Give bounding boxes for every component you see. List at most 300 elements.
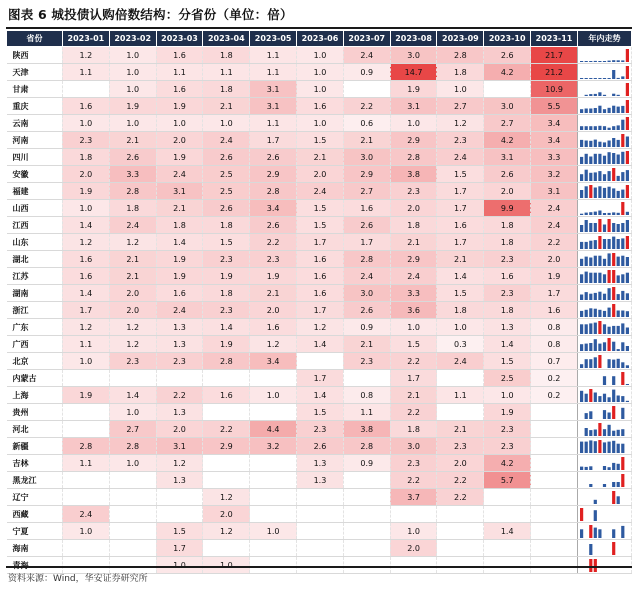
sparkline-bar — [607, 61, 610, 62]
sparkline-bar — [580, 109, 583, 113]
value-cell: 4.2 — [484, 455, 531, 472]
value-cell: 1.5 — [437, 285, 484, 302]
value-cell: 0.9 — [343, 319, 390, 336]
value-cell: 1.5 — [297, 404, 344, 421]
sparkline-bar — [594, 273, 597, 283]
value-cell: 2.3 — [390, 183, 437, 200]
table-body — [7, 47, 632, 574]
province-cell: 江苏 — [7, 268, 63, 285]
sparkline-bar — [621, 76, 624, 79]
header-trend: 年内走势 — [577, 31, 631, 47]
value-cell: 1.5 — [297, 200, 344, 217]
value-cell: 1.6 — [203, 387, 250, 404]
sparkline-bar — [589, 544, 592, 555]
sparkline-bar — [621, 172, 624, 181]
value-cell: 2.3 — [484, 251, 531, 268]
sparkline-bar — [607, 397, 610, 402]
sparkline-bar — [594, 256, 597, 266]
sparkline-chart — [578, 132, 631, 148]
value-cell — [343, 489, 390, 506]
sparkline-bar — [621, 134, 624, 147]
sparkline-bar — [617, 359, 620, 368]
sparkline-bar — [580, 324, 583, 334]
value-cell — [203, 455, 250, 472]
sparkline-bar — [612, 106, 615, 113]
value-cell: 1.8 — [484, 234, 531, 251]
value-cell: 2.9 — [250, 166, 297, 183]
sparkline-bar — [621, 256, 624, 266]
value-cell: 1.4 — [297, 336, 344, 353]
sparkline-bar — [607, 327, 610, 334]
province-cell: 广西 — [7, 336, 63, 353]
value-cell: 2.6 — [109, 149, 156, 166]
sparkline-bar — [598, 344, 601, 351]
value-cell: 1.9 — [531, 268, 578, 285]
sparkline-chart — [578, 370, 631, 386]
trend-sparkline — [577, 217, 631, 234]
value-cell: 1.5 — [156, 523, 203, 540]
value-cell — [297, 540, 344, 557]
value-cell: 3.1 — [156, 438, 203, 455]
province-cell: 重庆 — [7, 98, 63, 115]
sparkline-bar — [607, 413, 610, 420]
sparkline-bar — [598, 396, 601, 402]
value-cell: 1.4 — [297, 387, 344, 404]
value-cell — [62, 404, 109, 421]
value-cell: 1.8 — [484, 302, 531, 319]
value-cell: 1.0 — [250, 387, 297, 404]
value-cell: 1.2 — [109, 319, 156, 336]
trend-sparkline — [577, 132, 631, 149]
sparkline-chart — [578, 302, 631, 318]
value-cell: 1.4 — [109, 387, 156, 404]
sparkline-bar — [580, 225, 583, 232]
sparkline-bar — [580, 259, 583, 266]
value-cell: 1.2 — [62, 234, 109, 251]
sparkline-bar — [617, 191, 620, 198]
trend-sparkline — [577, 404, 631, 421]
value-cell: 2.0 — [484, 183, 531, 200]
value-cell: 2.0 — [437, 455, 484, 472]
value-cell: 1.0 — [203, 115, 250, 132]
table-row — [7, 506, 632, 523]
sparkline-bar — [607, 78, 610, 79]
province-cell: 湖南 — [7, 285, 63, 302]
sparkline-bar — [612, 212, 615, 215]
value-cell: 2.6 — [484, 47, 531, 64]
sparkline-bar — [612, 360, 615, 368]
value-cell: 2.6 — [250, 149, 297, 166]
sparkline-chart — [578, 387, 631, 403]
value-cell: 2.5 — [203, 166, 250, 183]
value-cell: 1.4 — [156, 234, 203, 251]
value-cell — [62, 421, 109, 438]
title-rule — [6, 27, 632, 29]
value-cell: 3.1 — [531, 183, 578, 200]
sparkline-bar — [617, 140, 620, 147]
value-cell: 2.3 — [484, 285, 531, 302]
sparkline-bar — [585, 324, 588, 334]
value-cell: 1.7 — [437, 183, 484, 200]
sparkline-bar — [598, 355, 601, 368]
sparkline-bar — [598, 292, 601, 300]
value-cell: 1.0 — [390, 523, 437, 540]
value-cell: 1.2 — [62, 47, 109, 64]
bottom-rule — [6, 566, 632, 568]
value-cell — [62, 472, 109, 489]
value-cell: 2.0 — [156, 132, 203, 149]
value-cell: 3.1 — [250, 81, 297, 98]
sparkline-bar — [598, 92, 601, 96]
value-cell — [531, 404, 578, 421]
value-cell: 3.1 — [250, 98, 297, 115]
sparkline-bar — [626, 100, 629, 113]
sparkline-bar — [603, 274, 606, 283]
sparkline-bar — [589, 308, 592, 317]
value-cell: 1.0 — [484, 387, 531, 404]
sparkline-bar — [594, 78, 597, 79]
sparkline-chart — [578, 149, 631, 165]
value-cell: 0.7 — [531, 353, 578, 370]
table-row — [7, 166, 632, 183]
sparkline-chart — [578, 523, 631, 539]
value-cell — [390, 506, 437, 523]
table-row — [7, 115, 632, 132]
value-cell — [531, 523, 578, 540]
sparkline-bar — [621, 106, 624, 113]
trend-sparkline — [577, 319, 631, 336]
value-cell: 1.0 — [156, 557, 203, 574]
value-cell: 1.7 — [297, 302, 344, 319]
sparkline-bar — [612, 304, 615, 317]
value-cell: 2.3 — [343, 353, 390, 370]
value-cell: 1.1 — [203, 64, 250, 81]
value-cell: 2.4 — [109, 217, 156, 234]
trend-sparkline — [577, 98, 631, 115]
sparkline-bar — [612, 188, 615, 198]
sparkline-chart — [578, 234, 631, 250]
sparkline-bar — [598, 236, 601, 249]
sparkline-bar — [612, 237, 615, 249]
sparkline-bar — [580, 364, 583, 368]
sparkline-chart — [578, 64, 631, 80]
value-cell: 2.8 — [109, 438, 156, 455]
value-cell: 2.0 — [156, 421, 203, 438]
table-row — [7, 64, 632, 81]
sparkline-bar — [585, 394, 588, 402]
value-cell: 4.2 — [484, 64, 531, 81]
value-cell: 1.5 — [297, 217, 344, 234]
value-cell: 5.5 — [531, 98, 578, 115]
province-cell: 内蒙古 — [7, 370, 63, 387]
value-cell — [343, 81, 390, 98]
value-cell: 2.6 — [343, 302, 390, 319]
value-cell: 3.4 — [531, 132, 578, 149]
value-cell: 2.3 — [437, 438, 484, 455]
province-cell: 浙江 — [7, 302, 63, 319]
value-cell — [62, 370, 109, 387]
sparkline-bar — [589, 323, 592, 334]
sparkline-chart — [578, 438, 631, 454]
value-cell: 0.6 — [343, 115, 390, 132]
value-cell — [62, 81, 109, 98]
table-row — [7, 319, 632, 336]
sparkline-bar — [598, 211, 601, 216]
value-cell — [531, 489, 578, 506]
value-cell: 3.4 — [531, 115, 578, 132]
sparkline-bar — [607, 187, 610, 198]
sparkline-bar — [612, 390, 615, 402]
value-cell — [156, 489, 203, 506]
sparkline-bar — [612, 342, 615, 351]
trend-sparkline — [577, 421, 631, 438]
province-cell: 青海 — [7, 557, 63, 574]
sparkline-bar — [626, 49, 629, 62]
value-cell: 3.2 — [531, 166, 578, 183]
sparkline-bar — [585, 213, 588, 215]
value-cell: 1.2 — [109, 336, 156, 353]
value-cell: 0.8 — [531, 319, 578, 336]
value-cell — [297, 557, 344, 574]
header-month: 2023-07 — [343, 31, 390, 47]
value-cell: 1.6 — [297, 285, 344, 302]
sparkline-chart — [578, 319, 631, 335]
sparkline-bar — [589, 223, 592, 232]
value-cell: 2.4 — [156, 302, 203, 319]
value-cell: 1.4 — [62, 217, 109, 234]
value-cell: 1.8 — [203, 47, 250, 64]
value-cell — [343, 506, 390, 523]
value-cell: 2.1 — [437, 251, 484, 268]
sparkline-bar — [580, 391, 583, 402]
table-row — [7, 438, 632, 455]
table-row — [7, 540, 632, 557]
sparkline-bar — [598, 106, 601, 113]
province-cell: 新疆 — [7, 438, 63, 455]
sparkline-bar — [612, 542, 615, 555]
sparkline-bar — [621, 120, 624, 130]
value-cell: 1.6 — [531, 302, 578, 319]
sparkline-bar — [612, 94, 615, 96]
value-cell: 1.7 — [437, 200, 484, 217]
sparkline-bar — [617, 224, 620, 232]
sparkline-chart — [578, 285, 631, 301]
sparkline-bar — [621, 474, 624, 487]
province-cell: 山西 — [7, 200, 63, 217]
sparkline-chart — [578, 268, 631, 284]
trend-sparkline — [577, 353, 631, 370]
trend-sparkline — [577, 557, 631, 574]
value-cell: 1.5 — [297, 132, 344, 149]
trend-sparkline — [577, 200, 631, 217]
value-cell: 4.4 — [250, 421, 297, 438]
value-cell — [343, 472, 390, 489]
value-cell: 2.8 — [250, 183, 297, 200]
sparkline-bar — [594, 154, 597, 164]
sparkline-bar — [607, 359, 610, 368]
value-cell: 1.6 — [297, 251, 344, 268]
sparkline-bar — [621, 429, 624, 436]
value-cell: 1.6 — [484, 268, 531, 285]
sparkline-bar — [617, 176, 620, 181]
sparkline-chart — [578, 47, 631, 63]
value-cell — [437, 540, 484, 557]
sparkline-bar — [585, 467, 588, 470]
sparkline-bar — [585, 186, 588, 198]
sparkline-bar — [612, 168, 615, 181]
value-cell: 2.1 — [250, 285, 297, 302]
sparkline-bar — [603, 410, 606, 419]
sparkline-bar — [626, 212, 629, 215]
sparkline-bar — [598, 529, 601, 538]
value-cell — [531, 540, 578, 557]
value-cell: 2.2 — [203, 421, 250, 438]
value-cell: 1.2 — [109, 234, 156, 251]
table-row — [7, 353, 632, 370]
value-cell: 1.3 — [156, 319, 203, 336]
province-cell: 贵州 — [7, 404, 63, 421]
trend-sparkline — [577, 81, 631, 98]
value-cell: 1.0 — [203, 557, 250, 574]
table-row — [7, 149, 632, 166]
value-cell: 1.0 — [297, 47, 344, 64]
sparkline-bar — [585, 442, 588, 453]
figure-title: 图表 6 城投债认购倍数结构：分省份（单位：倍） — [8, 7, 293, 22]
sparkline-bar — [603, 259, 606, 266]
value-cell — [390, 557, 437, 574]
value-cell: 1.9 — [484, 404, 531, 421]
table-row — [7, 234, 632, 251]
value-cell: 1.4 — [437, 268, 484, 285]
value-cell: 1.1 — [62, 336, 109, 353]
trend-sparkline — [577, 438, 631, 455]
value-cell: 1.0 — [109, 455, 156, 472]
value-cell — [109, 523, 156, 540]
sparkline-bar — [607, 338, 610, 351]
value-cell — [203, 540, 250, 557]
province-cell: 宁夏 — [7, 523, 63, 540]
sparkline-bar — [617, 60, 620, 62]
trend-sparkline — [577, 268, 631, 285]
value-cell: 1.1 — [437, 387, 484, 404]
value-cell: 1.9 — [109, 98, 156, 115]
sparkline-bar — [585, 170, 588, 181]
value-cell — [437, 523, 484, 540]
value-cell: 2.4 — [62, 506, 109, 523]
sparkline-bar — [612, 138, 615, 147]
value-cell — [343, 370, 390, 387]
sparkline-bar — [603, 376, 606, 385]
sparkline-bar — [580, 126, 583, 130]
sparkline-bar — [603, 156, 606, 164]
source-note: 资料来源：Wind，华安证券研究所 — [8, 574, 148, 584]
value-cell: 2.3 — [297, 421, 344, 438]
value-cell: 1.1 — [250, 47, 297, 64]
value-cell: 2.4 — [531, 200, 578, 217]
sparkline-bar — [580, 508, 583, 521]
sparkline-chart — [578, 251, 631, 267]
value-cell: 2.1 — [343, 132, 390, 149]
sparkline-bar — [594, 441, 597, 453]
sparkline-chart — [578, 166, 631, 182]
sparkline-bar — [585, 413, 588, 419]
sparkline-bar — [594, 240, 597, 249]
value-cell: 2.7 — [484, 115, 531, 132]
sparkline-bar — [589, 430, 592, 436]
value-cell: 2.1 — [109, 268, 156, 285]
province-cell: 西藏 — [7, 506, 63, 523]
value-cell: 1.9 — [62, 387, 109, 404]
value-cell — [437, 370, 484, 387]
value-cell: 2.8 — [62, 438, 109, 455]
sparkline-bar — [580, 529, 583, 538]
value-cell: 2.6 — [203, 149, 250, 166]
sparkline-bar — [621, 311, 624, 318]
sparkline-bar — [594, 430, 597, 437]
sparkline-bar — [598, 219, 601, 232]
value-cell — [109, 370, 156, 387]
value-cell: 2.0 — [390, 540, 437, 557]
value-cell: 2.3 — [437, 132, 484, 149]
sparkline-chart — [578, 183, 631, 199]
sparkline-bar — [607, 308, 610, 317]
value-cell — [343, 523, 390, 540]
sparkline-chart — [578, 98, 631, 114]
sparkline-bar — [594, 188, 597, 199]
sparkline-chart — [578, 455, 631, 471]
value-cell: 1.1 — [250, 64, 297, 81]
value-cell: 2.3 — [250, 251, 297, 268]
province-cell: 福建 — [7, 183, 63, 200]
value-cell — [156, 506, 203, 523]
sparkline-bar — [598, 273, 601, 283]
sparkline-bar — [594, 309, 597, 317]
province-cell: 甘肃 — [7, 81, 63, 98]
value-cell: 3.0 — [343, 149, 390, 166]
sparkline-bar — [607, 152, 610, 164]
sparkline-bar — [621, 457, 624, 470]
value-cell: 0.3 — [437, 336, 484, 353]
value-cell: 2.0 — [109, 285, 156, 302]
sparkline-bar — [598, 440, 601, 453]
table-row — [7, 268, 632, 285]
sparkline-bar — [626, 384, 629, 385]
sparkline-bar — [612, 253, 615, 266]
value-cell: 1.7 — [250, 132, 297, 149]
sparkline-bar — [612, 441, 615, 453]
sparkline-bar — [621, 60, 624, 62]
value-cell — [437, 404, 484, 421]
sparkline-bar — [626, 83, 629, 96]
sparkline-bar — [607, 128, 610, 130]
province-cell: 江西 — [7, 217, 63, 234]
sparkline-bar — [617, 311, 620, 318]
sparkline-bar — [589, 126, 592, 130]
sparkline-bar — [594, 323, 597, 334]
value-cell: 2.9 — [390, 251, 437, 268]
value-cell: 2.0 — [109, 302, 156, 319]
value-cell — [297, 506, 344, 523]
table-row — [7, 47, 632, 64]
sparkline-bar — [626, 346, 629, 351]
value-cell: 2.9 — [390, 132, 437, 149]
sparkline-chart — [578, 217, 631, 233]
sparkline-bar — [612, 463, 615, 470]
sparkline-bar — [598, 186, 601, 198]
sparkline-bar — [617, 396, 620, 403]
value-cell: 1.2 — [62, 319, 109, 336]
value-cell: 2.2 — [156, 387, 203, 404]
